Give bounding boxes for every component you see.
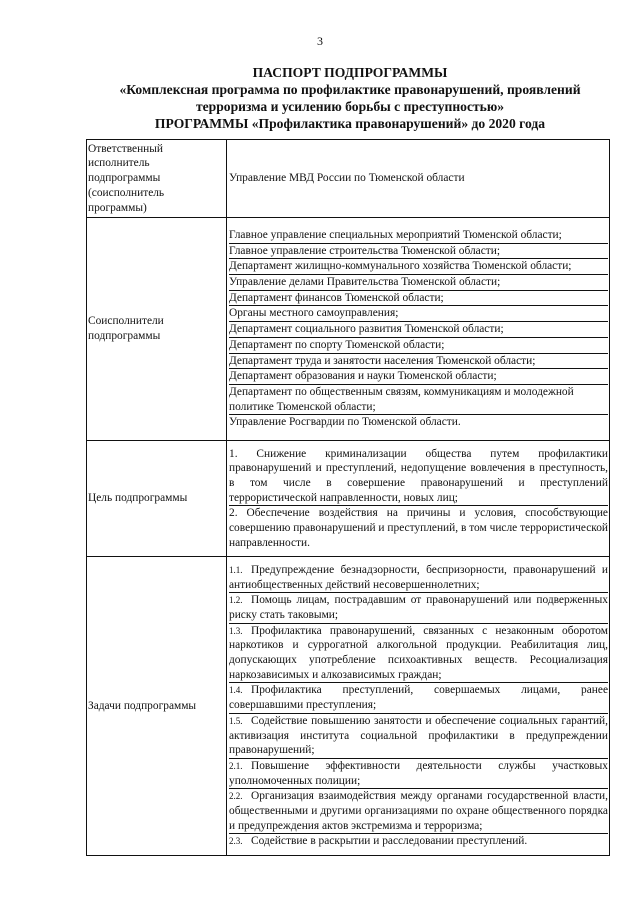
page-number: 3 xyxy=(317,34,323,48)
task-number: 1.3. xyxy=(229,625,243,636)
list-item xyxy=(229,789,608,834)
list-item xyxy=(229,624,608,684)
document-header xyxy=(60,64,640,132)
task-number: 1.2. xyxy=(229,595,243,606)
task-text: Повышение эффективности деятельности службы участковых уполномоченных полиции; xyxy=(229,759,608,787)
task-text: Содействие в раскрытии и расследовании преступлений. xyxy=(251,835,528,848)
list-item: 2. Обеспечение воздействия на причины и условия, способствующие совершению правонарушений и преступлений, в том числе террористической направленности. xyxy=(229,507,608,549)
task-number: 1.5. xyxy=(229,715,243,726)
list-item: Департамент жилищно-коммунального хозяйства Тюменской области; xyxy=(229,259,608,275)
coexecutors-label: Соисполнители подпрограммы xyxy=(87,218,227,441)
list-item: Управление Росгвардии по Тюменской области. xyxy=(229,416,461,429)
task-number: 1.1. xyxy=(229,564,243,575)
list-item xyxy=(229,834,608,849)
list-item: Департамент труда и занятости населения Тюменской области; xyxy=(229,354,608,370)
header-title: ПАСПОРТ ПОДПРОГРАММЫ xyxy=(252,65,448,80)
tasks-label: Задачи подпрограммы xyxy=(87,557,227,856)
list-item xyxy=(229,759,608,789)
task-number: 2.2. xyxy=(229,791,243,802)
coexecutors-list xyxy=(227,218,610,441)
list-item xyxy=(229,593,608,623)
task-number: 1.4. xyxy=(229,685,243,696)
list-item: Главное управление специальных мероприятий Тюменской области; xyxy=(229,228,608,244)
goal-list xyxy=(227,441,610,557)
task-number: 2.1. xyxy=(229,760,243,771)
task-text: Помощь лицам, пострадавшим от правонарушений или подверженных риску стать таковыми; xyxy=(229,594,608,621)
goal-label: Цель подпрограммы xyxy=(87,441,227,557)
list-item: Главное управление строительства Тюменской области; xyxy=(229,244,608,260)
task-text: Организация взаимодействия между органами государственной власти, общественными и другими организациями по охране общественного порядка и предупреждения актов экстремизма и терроризма; xyxy=(229,790,608,832)
list-item: Органы местного самоуправления; xyxy=(229,306,608,322)
list-item: 1. Снижение криминализации общества путем профилактики правонарушений и преступлений, недопущение вовлечения в преступность, в том числе в совершение правонарушений и преступлений террористической направленности, новых лиц; xyxy=(229,447,608,507)
list-item: Департамент по спорту Тюменской области; xyxy=(229,338,608,354)
responsible-value: Управление МВД России по Тюменской области xyxy=(227,140,610,218)
list-item: Управление делами Правительства Тюменской области; xyxy=(229,275,608,291)
passport-table xyxy=(86,139,610,856)
table-row xyxy=(87,441,610,557)
header-subprogram-name-cont: терроризма и усилению борьбы с преступностью» xyxy=(195,99,505,114)
header-subprogram-name: «Комплексная программа по профилактике правонарушений, проявлений xyxy=(119,82,581,97)
task-text: Профилактика преступлений, совершаемых лицами, ранее совершавшими преступления; xyxy=(229,684,608,712)
responsible-label: Ответственный исполнитель подпрограммы (соисполнитель программы) xyxy=(87,140,227,218)
list-item xyxy=(229,714,608,759)
task-number: 2.3. xyxy=(229,836,243,847)
list-item xyxy=(229,563,608,593)
list-item: Департамент образования и науки Тюменской области; xyxy=(229,369,608,385)
table-row xyxy=(87,218,610,441)
list-item: Департамент социального развития Тюменской области; xyxy=(229,322,608,338)
list-item: Департамент финансов Тюменской области; xyxy=(229,291,608,307)
table-row xyxy=(87,557,610,856)
header-program-name: ПРОГРАММЫ «Профилактика правонарушений» до 2020 года xyxy=(154,116,546,131)
task-text: Предупреждение безнадзорности, беспризорности, правонарушений и антиобщественных действий несовершеннолетних; xyxy=(229,563,608,591)
table-row xyxy=(87,140,610,218)
task-text: Содействие повышению занятости и обеспечение социальных гарантий, активизация института социальной профилактики в предупреждении правонарушений; xyxy=(229,714,608,757)
tasks-list xyxy=(227,557,610,856)
task-text: Профилактика правонарушений, связанных с незаконным оборотом наркотиков и суррогатной алкогольной продукции. Реабилитация лиц, допускающих употребление психоактивных веществ. Ресоциализация наркозависимых и алкозависимых граждан; xyxy=(229,624,608,681)
list-item xyxy=(229,683,608,713)
list-item: Департамент по общественным связям, коммуникациям и молодежной политике Тюменской области; xyxy=(229,385,608,415)
